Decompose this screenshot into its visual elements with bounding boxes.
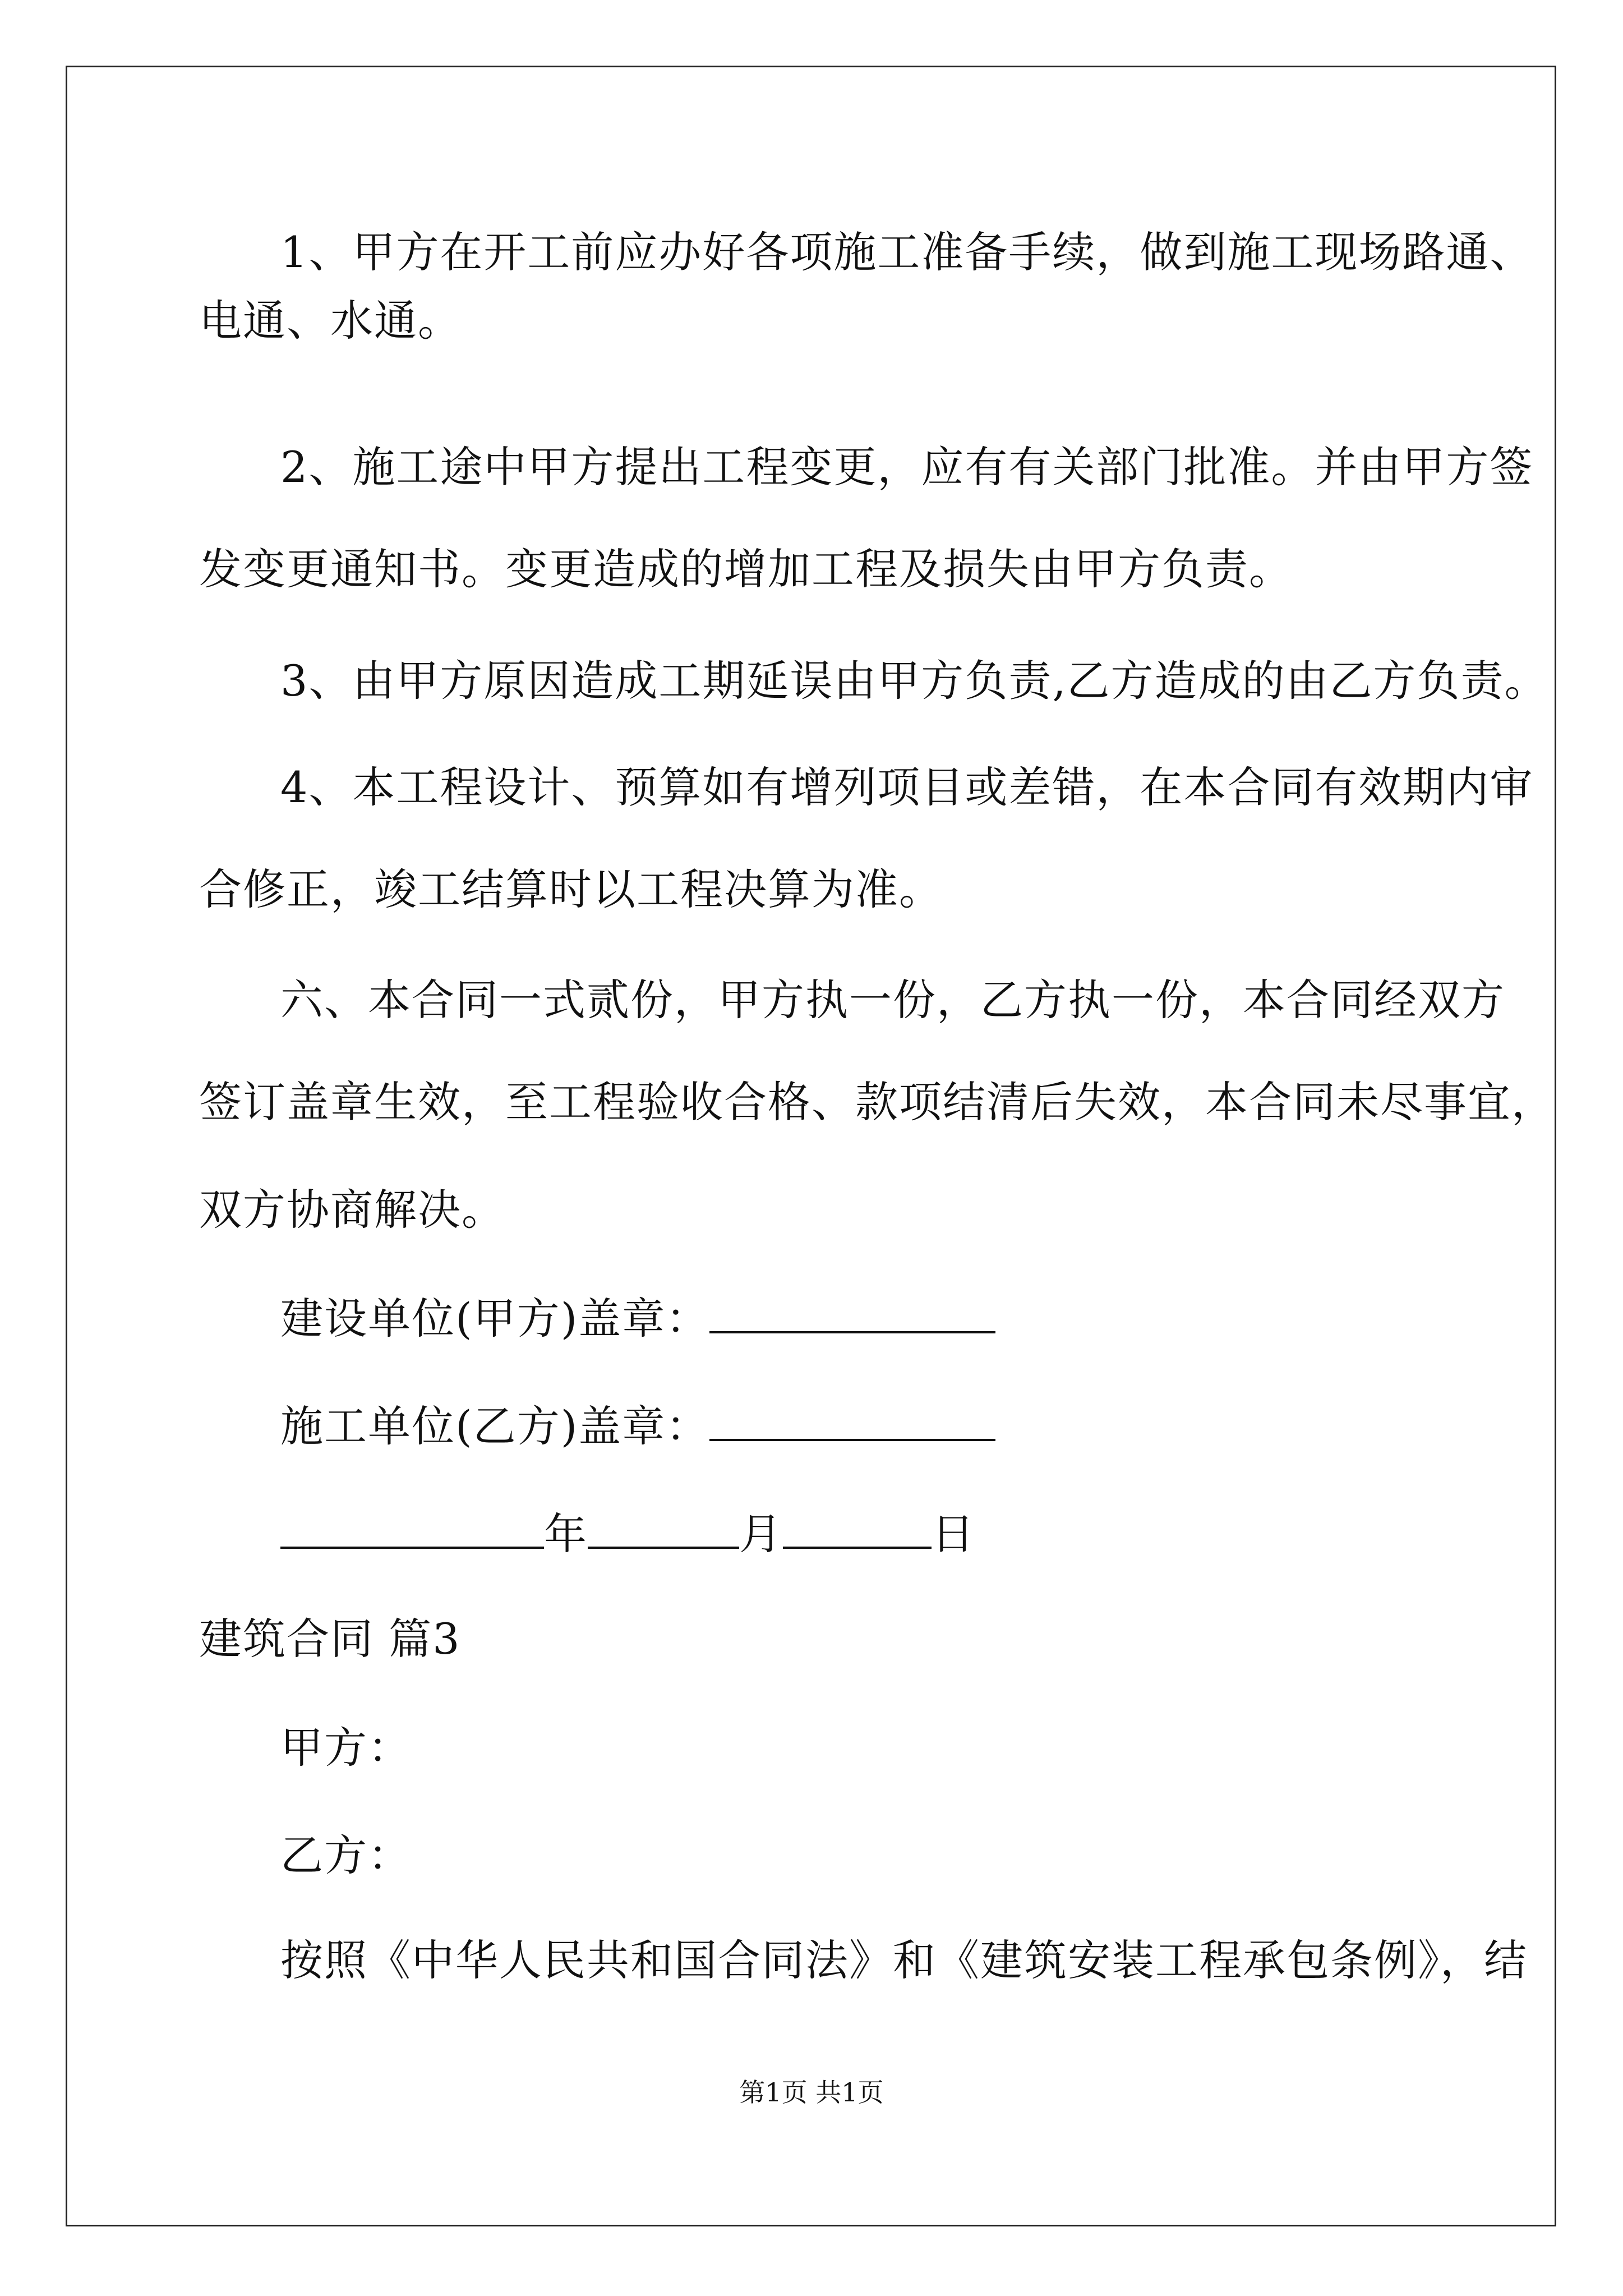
clause-1-line-2: 电通、水通。 [199,296,462,346]
page-border [66,66,1556,2226]
party-b-seal-blank [709,1404,995,1441]
day-blank [783,1512,932,1549]
month-blank [588,1512,739,1549]
clause-2-line-2: 发变更通知书。变更造成的增加工程及损失由甲方负责。 [199,544,1293,594]
clause-4-line-1: 4、本工程设计、预算如有增列项目或差错，在本合同有效期内审 [280,762,1534,812]
party-b-seal-label: 施工单位(乙方)盖章： [280,1401,710,1451]
year-blank [280,1512,544,1549]
party-a-seal-line [280,1291,995,1347]
month-label: 月 [739,1509,783,1559]
party-a-seal-blank [709,1296,995,1333]
party-b-seal-line [280,1398,995,1455]
clause-6-line-2: 签订盖章生效，至工程验收合格、款项结清后失效，本合同未尽事宜， [199,1077,1555,1127]
party-b-label: 乙方： [280,1830,412,1880]
clause-2-line-1: 2、施工途中甲方提出工程变更，应有有关部门批准。并由甲方签 [280,442,1534,492]
day-label: 日 [932,1509,975,1559]
clause-3: 3、由甲方原因造成工期延误由甲方负责,乙方造成的由乙方负责。 [280,656,1548,706]
clause-6-line-1: 六、本合同一式贰份，甲方执一份，乙方执一份，本合同经双方 [280,975,1505,1025]
party-a-label: 甲方： [280,1723,412,1773]
clause-1-line-1: 1、甲方在开工前应办好各项施工准备手续，做到施工现场路通、 [280,227,1534,277]
contract-intro: 按照《中华人民共和国合同法》和《建筑安装工程承包条例》，结 [280,1935,1528,1985]
page-number: 第1页 共1页 [739,2077,884,2108]
year-label: 年 [544,1509,588,1559]
section-title: 建筑合同 篇3 [199,1614,461,1664]
clause-4-line-2: 合修正，竣工结算时以工程决算为准。 [199,864,943,914]
date-line [280,1506,975,1562]
party-a-seal-label: 建设单位(甲方)盖章： [280,1294,710,1343]
clause-6-line-3: 双方协商解决。 [199,1185,505,1235]
